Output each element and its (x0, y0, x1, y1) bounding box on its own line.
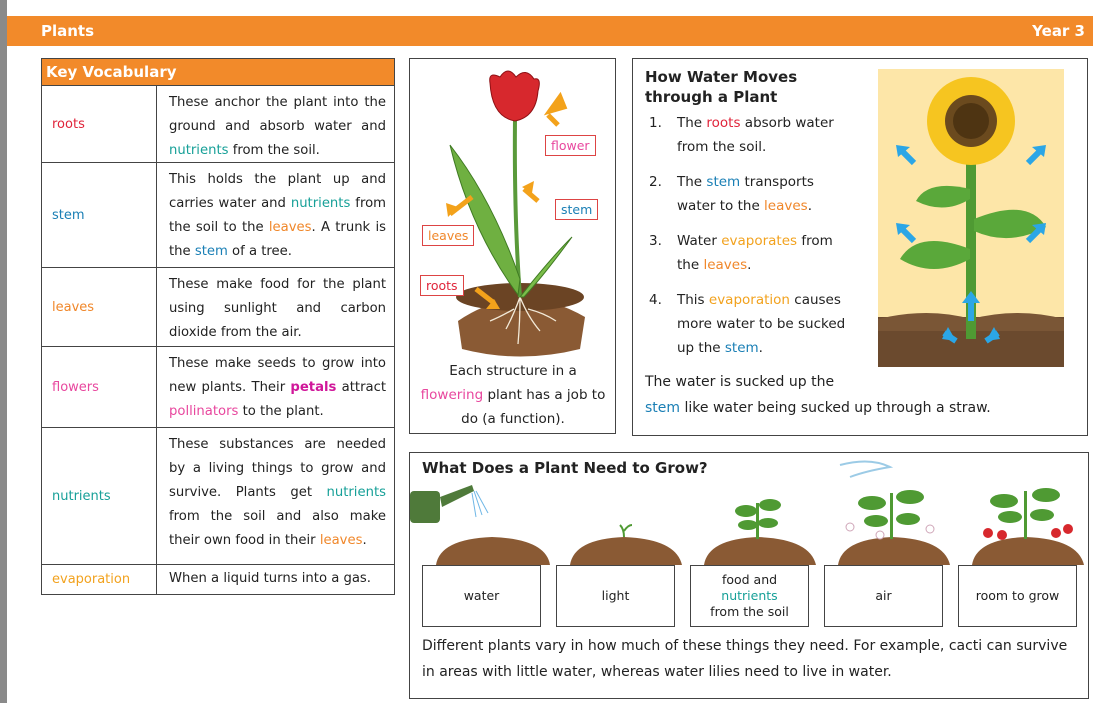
text-part: . A trunk is the (169, 220, 386, 259)
text-part: These substances are needed by a living things to grow and survive. Plants get (169, 437, 386, 500)
vocab-definition (157, 565, 394, 594)
label-leaves: leaves (422, 225, 474, 246)
step-text (677, 288, 847, 360)
text-part: nutrients (326, 485, 386, 500)
text-part: This holds the plant up and carries water and (169, 172, 386, 211)
tulip-flower (490, 71, 540, 121)
text-part: nutrients (169, 143, 229, 158)
text-part: from the soil. (228, 143, 320, 158)
need-air (824, 565, 943, 627)
vocab-definition (157, 347, 394, 427)
left-edge-bar (0, 0, 7, 703)
text-part: of a tree. (227, 244, 292, 259)
water-foot-text: The water is sucked up the (645, 374, 835, 390)
vocab-definition (157, 163, 394, 267)
need-water (422, 565, 541, 627)
text-part: The (677, 174, 707, 190)
need-light (556, 565, 675, 627)
vocab-term: flowers (42, 347, 157, 427)
caption-flowering: flowering (420, 387, 484, 403)
vocab-row (42, 268, 394, 347)
text-part: . (362, 533, 367, 548)
vocab-term: evaporation (42, 565, 157, 594)
vocab-row (42, 565, 394, 594)
water-footer (645, 369, 1075, 421)
vocab-row (42, 163, 394, 268)
text-part: to the plant. (238, 404, 324, 419)
step-number: 2. (649, 174, 662, 190)
caption-text-end: plant has a job to do (a function). (461, 387, 606, 427)
leaf-drawing (450, 145, 520, 295)
text-part: from the (677, 233, 833, 273)
caption-text: Each structure in a (449, 363, 577, 379)
need-water-label: water (463, 588, 500, 603)
text-part: causes more water to be sucked up the (677, 292, 846, 356)
text-part: The (677, 115, 707, 131)
vocab-term: leaves (42, 268, 157, 346)
text-part: When a liquid turns into a gas. (169, 571, 371, 586)
water-panel (632, 58, 1088, 436)
vocab-row (42, 347, 394, 428)
step-number: 4. (649, 292, 662, 308)
need-air-label: air (875, 588, 892, 603)
text-part: leaves (319, 533, 363, 548)
text-part: roots (706, 115, 741, 131)
need-soil-label: from the soil (710, 604, 789, 619)
text-part: attract (336, 380, 386, 395)
vocab-row (42, 428, 394, 565)
grow-footer: Different plants vary in how much of these things they need. For example, cacti can survive in areas with little water, whereas water lilies need to live in water. (422, 638, 1068, 680)
text-part: Water (677, 233, 722, 249)
vocab-heading: Key Vocabulary (42, 59, 394, 86)
water-step (649, 288, 847, 360)
top-banner (7, 16, 1093, 46)
label-roots: roots (420, 275, 464, 296)
vocab-definition (157, 428, 394, 564)
vocab-rows (42, 86, 394, 594)
sunflower-head (927, 77, 1015, 165)
need-food (690, 565, 809, 627)
need-room (958, 565, 1077, 627)
step-text (677, 111, 847, 159)
watering-can (410, 485, 474, 523)
text-part: leaves (268, 220, 312, 235)
label-arrows (446, 97, 564, 309)
text-part: This (677, 292, 709, 308)
water-title: How Water Moves through a Plant (645, 68, 798, 106)
water-step (649, 111, 847, 159)
grow-panel (409, 452, 1089, 699)
text-part: absorb water from the soil. (677, 115, 834, 155)
step-number: 3. (649, 233, 662, 249)
sunflower-illustration (878, 69, 1064, 367)
vocab-term: stem (42, 163, 157, 267)
text-part: evaporation (708, 292, 790, 308)
text-part: from the soil and also make their own food in their (169, 509, 386, 548)
text-part: leaves (764, 198, 808, 214)
text-part: stem (194, 244, 228, 259)
text-part: . (747, 257, 752, 273)
text-part: . (807, 198, 813, 214)
young-plant (735, 499, 781, 539)
water-step (649, 229, 847, 277)
text-part: leaves (703, 257, 748, 273)
text-part: stem (706, 174, 741, 190)
need-light-label: light (601, 588, 630, 603)
text-part: stem (724, 340, 759, 356)
text-part: These make food for the plant using sunlight and carbon dioxide from the air. (169, 277, 386, 340)
label-stem: stem (555, 199, 598, 220)
vocab-definition (157, 268, 394, 346)
grow-title: What Does a Plant Need to Grow? (422, 459, 708, 477)
text-part: These make seeds to grow into new plants. Their (169, 356, 386, 395)
step-text (677, 229, 847, 277)
text-part: transports water to the (677, 174, 814, 214)
water-step (649, 170, 847, 218)
text-part: These anchor the plant into the ground and absorb water and (169, 95, 386, 134)
banner-title: Plants (41, 22, 95, 40)
text-part: nutrients (290, 196, 351, 211)
text-part: evaporates (721, 233, 798, 249)
need-nutrients-label: nutrients (721, 588, 778, 603)
text-part: . (758, 340, 763, 356)
tulip-panel (409, 58, 616, 434)
water-steps (649, 111, 847, 371)
vocab-definition (157, 86, 394, 162)
vocab-row (42, 86, 394, 163)
step-text (677, 170, 847, 218)
vocab-term: roots (42, 86, 157, 162)
key-vocabulary-table (41, 58, 395, 595)
water-foot-stem: stem (645, 400, 681, 416)
flowering-plant (858, 490, 924, 539)
need-food-label: food and (721, 572, 778, 587)
step-number: 1. (649, 115, 662, 131)
label-flower: flower (545, 135, 596, 156)
text-part: from the soil to the (169, 196, 386, 235)
water-foot-text-end: like water being sucked up through a straw. (680, 400, 991, 416)
tulip-caption (416, 359, 610, 431)
text-part: pollinators (169, 404, 239, 419)
vocab-term: nutrients (42, 428, 157, 564)
need-room-label: room to grow (975, 588, 1060, 603)
banner-year: Year 3 (1032, 22, 1085, 40)
text-part: petals (290, 380, 337, 395)
grow-illustrations (410, 453, 1088, 565)
